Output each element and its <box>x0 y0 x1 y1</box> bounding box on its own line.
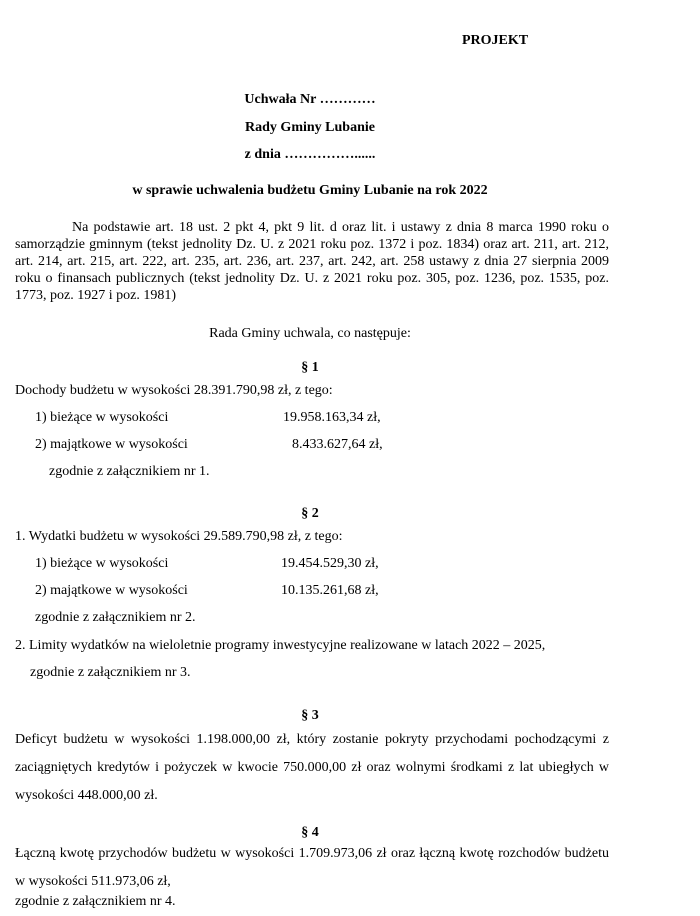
section-2-item-2-label: 2) majątkowe w wysokości <box>35 583 188 598</box>
section-2-item-2-value: 10.135.261,68 zł, <box>281 583 379 598</box>
section-2-item-1-value: 19.454.529,30 zł, <box>281 556 379 571</box>
resolution-date: z dnia ……………...... <box>244 147 376 162</box>
section-2-heading: § 2 <box>301 506 319 521</box>
section-2-intro: 1. Wydatki budżetu w wysokości 29.589.790,98 zł, z tego: <box>15 529 343 544</box>
council-name: Rady Gminy Lubanie <box>245 120 375 135</box>
resolves-line: Rada Gminy uchwala, co następuje: <box>209 326 411 341</box>
legal-basis-paragraph: Na podstawie art. 18 ust. 2 pkt 4, pkt 9 lit. d oraz lit. i ustawy z dnia 8 marca 1990 roku o samorządzie gminnym (tekst jednolity Dz. U. z 2021 roku poz. 1372 i poz. 1834) oraz art. 211, art. 212, art. 214, art. 215, art. 222, art. 235, art. 236, art. 237, art. 242, art. 258 ustawy z dnia 27 sierpnia 2009 roku o finansach publicznych (tekst jednolity Dz. U. z 2021 roku poz. 305, poz. 1236, poz. 1535, poz. 1773, poz. 1927 i poz. 1981) <box>15 220 609 303</box>
section-1-item-1-label: 1) bieżące w wysokości <box>35 410 169 425</box>
section-4-heading: § 4 <box>301 825 319 840</box>
section-1-heading: § 1 <box>301 360 319 375</box>
section-2-item-1-label: 1) bieżące w wysokości <box>35 556 169 571</box>
section-1-item-1-value: 19.958.163,34 zł, <box>283 410 381 425</box>
document-status: PROJEKT <box>462 33 529 48</box>
section-4-note: zgodnie z załącznikiem nr 4. <box>15 894 176 909</box>
section-4-text: Łączną kwotę przychodów budżetu w wysokości 1.709.973,06 zł oraz łączną kwotę rozchodów budżetu w wysokości 511.973,06 zł, <box>15 846 609 889</box>
section-1-intro: Dochody budżetu w wysokości 28.391.790,98 zł, z tego: <box>15 383 333 398</box>
section-3-heading: § 3 <box>301 708 319 723</box>
section-2-point-2-note: zgodnie z załącznikiem nr 3. <box>30 665 191 680</box>
section-1-item-2-value: 8.433.627,64 zł, <box>292 437 383 452</box>
section-2-point-2: 2. Limity wydatków na wieloletnie programy inwestycyjne realizowane w latach 2022 – 2025, <box>15 638 546 653</box>
section-3-text: Deficyt budżetu w wysokości 1.198.000,00 zł, który zostanie pokryty przychodami pochodzącymi z zaciągniętych kredytów i pożyczek w kwocie 750.000,00 zł oraz wolnymi środkami z lat ubiegłych w wysokości 448.000,00 zł. <box>15 732 609 803</box>
resolution-number: Uchwała Nr ………… <box>244 92 376 107</box>
section-1-item-2-label: 2) majątkowe w wysokości <box>35 437 188 452</box>
section-1-note: zgodnie z załącznikiem nr 1. <box>49 464 210 479</box>
section-2-note: zgodnie z załącznikiem nr 2. <box>35 610 196 625</box>
resolution-subject: w sprawie uchwalenia budżetu Gminy Lubanie na rok 2022 <box>132 183 488 198</box>
